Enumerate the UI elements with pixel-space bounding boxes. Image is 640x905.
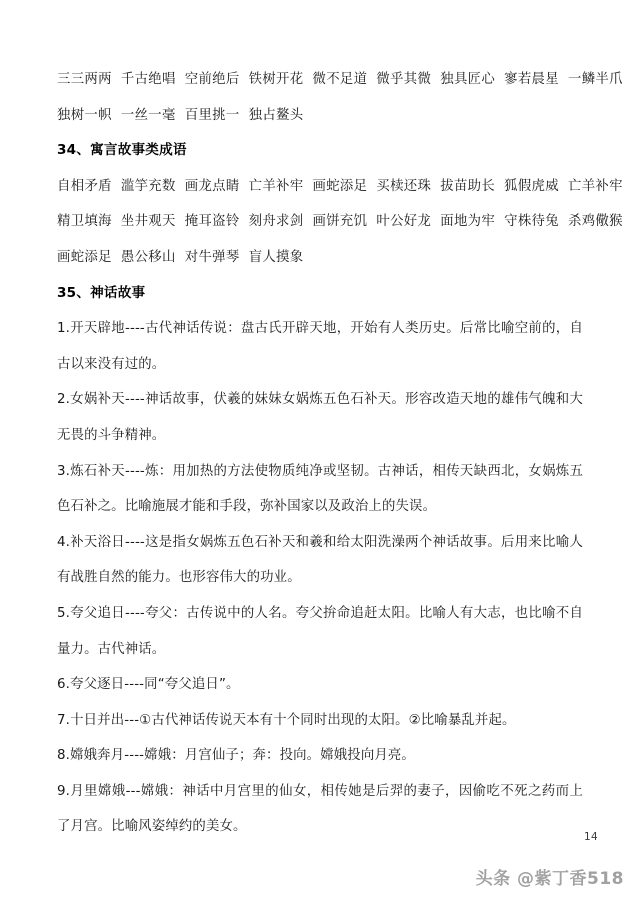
page-number: 14 <box>584 831 598 843</box>
myth-entry-5: 5.夸父追日----夸父：古传说中的人名。夸父拚命追赶太阳。比喻人有大志，也比喻不自量力。古代神话。 <box>57 605 583 657</box>
section-heading-35: 35、神话故事 <box>57 284 146 301</box>
section-34-idiom-line-3: 画蛇添足 愚公移山 对牛弹琴 盲人摸象 <box>57 249 304 265</box>
myth-entry-4: 4.补天浴日----这是指女娲炼五色石补天和羲和给太阳洗澡两个神话故事。后用来比喻人有战胜自然的能力。也形容伟大的功业。 <box>57 534 583 586</box>
myth-entry-7: 7.十日并出---①古代神话传说天本有十个同时出现的太阳。②比喻暴乱并起。 <box>57 712 516 728</box>
idiom-line-continued-1: 三三两两 千古绝唱 空前绝后 铁树开花 微不足道 微乎其微 独具匠心 寥若晨星 一鳞半爪 <box>57 72 623 87</box>
myth-entry-6: 6.夸父逐日----同“夸父追日”。 <box>57 677 240 693</box>
section-34-idiom-line-1: 自相矛盾 滥竽充数 画龙点睛 亡羊补牢 画蛇添足 买椟还珠 拔苗助长 狐假虎威 亡羊补牢 <box>57 178 623 194</box>
watermark: 头条 @紫丁香518 <box>475 869 624 889</box>
myth-entry-8: 8.嫦娥奔月----嫦娥：月宫仙子；奔：投向。嫦娥投向月亮。 <box>57 748 415 764</box>
idiom-line-continued-2: 独树一帜 一丝一毫 百里挑一 独占鳌头 <box>57 107 304 123</box>
myth-entry-2: 2.女娲补天----神话故事，伏羲的妹妹女娲炼五色石补天。形容改造天地的雄伟气魄和大无畏的斗争精神。 <box>57 392 583 443</box>
myth-entry-1: 1.开天辟地----古代神话传说：盘古氏开辟天地，开始有人类历史。后常比喻空前的，自古以来没有过的。 <box>57 321 583 372</box>
myth-entry-9: 9.月里嫦娥---嫦娥：神话中月宫里的仙女，相传她是后羿的妻子，因偷吃不死之药而上了月宫。比喻风姿绰约的美女。 <box>57 783 583 835</box>
section-34-idiom-line-2: 精卫填海 坐井观天 掩耳盗铃 刻舟求剑 画饼充饥 叶公好龙 面地为牢 守株待兔 杀鸡儆猴 <box>57 214 623 230</box>
myth-entry-3: 3.炼石补天----炼：用加热的方法使物质纯净或坚韧。古神话，相传天缺西北，女娲炼五色石补之。比喻施展才能和手段，弥补国家以及政治上的失误。 <box>57 463 583 515</box>
section-heading-34: 34、寓言故事类成语 <box>57 142 187 159</box>
